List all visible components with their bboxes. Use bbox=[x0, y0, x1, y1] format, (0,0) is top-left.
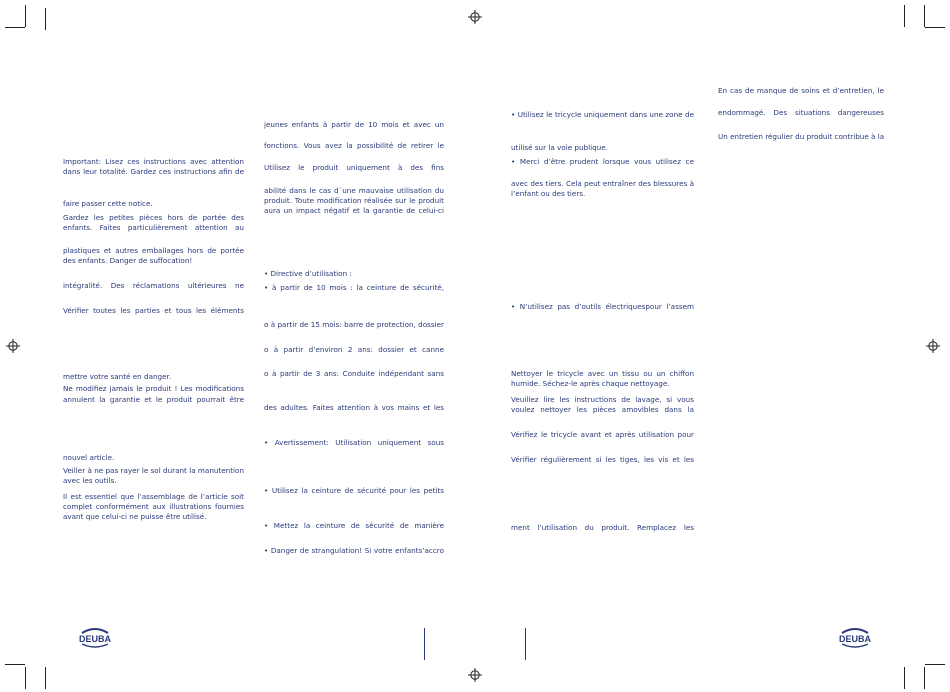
col3-line: • Merci d’être prudent lorsque vous utilisez ce bbox=[511, 157, 694, 166]
col1-line: avec les outils. bbox=[63, 476, 117, 485]
crop-mark bbox=[924, 667, 925, 689]
col2-line: abilité dans le cas d´une mauvaise utilisation du bbox=[264, 186, 444, 195]
col1-line: faire passer cette notice. bbox=[63, 199, 153, 208]
col1-line: dans leur totalité. Gardez ces instructions afin de bbox=[63, 167, 244, 176]
col4-line: En cas de manque de soins et d’entretien, le bbox=[718, 86, 884, 95]
col2-line: Utilisez le produit uniquement à des fins bbox=[264, 163, 444, 172]
logo-text: DEUBA bbox=[78, 634, 112, 644]
col2-line: o à partir d’environ 2 ans: dossier et canne bbox=[264, 345, 444, 354]
col1-line: Veiller à ne pas rayer le sol durant la manutention bbox=[63, 466, 244, 475]
col2-line: aura un impact négatif et la garantie de celui-ci bbox=[264, 206, 444, 215]
col3-line: • N’utilisez pas d’outils électriquespour l’assem bbox=[511, 302, 694, 311]
col1-line: Il est essentiel que l’assemblage de l’article soit bbox=[63, 492, 244, 501]
col3-line: avec des tiers. Cela peut entraîner des blessures à bbox=[511, 179, 694, 188]
crop-mark bbox=[904, 667, 905, 689]
col2-line: • à partir de 10 mois : la ceinture de sécurité, bbox=[264, 283, 444, 292]
col4-line: Un entretien régulier du produit contribue à la bbox=[718, 132, 885, 141]
col4-line: endommagé. Des situations dangereuses bbox=[718, 108, 884, 117]
crop-mark bbox=[924, 5, 925, 27]
registration-mark-icon bbox=[926, 339, 940, 353]
registration-mark-icon bbox=[468, 10, 482, 24]
col3-line: Vérifier régulièrement si les tiges, les vis et les bbox=[511, 455, 694, 464]
col1-line: enfants. Faites particulièrement attention au bbox=[63, 223, 244, 232]
col3-line: ment l’utilisation du produit. Remplacez les bbox=[511, 523, 694, 532]
crop-mark bbox=[5, 664, 25, 665]
col1-line: Ne modifiez jamais le produit ! Les modifications bbox=[63, 384, 244, 393]
col2-line: fonctions. Vous avez la possibilité de retirer le bbox=[264, 141, 444, 150]
col2-line: jeunes enfants à partir de 10 mois et avec un bbox=[264, 120, 444, 129]
crop-mark bbox=[25, 5, 26, 27]
crop-mark bbox=[45, 8, 46, 30]
col2-line: • Avertissement: Utilisation uniquement sous bbox=[264, 438, 444, 447]
col3-line: Veuillez lire les instructions de lavage, si vous bbox=[511, 395, 694, 404]
col1-line: Vérifier toutes les parties et tous les éléments bbox=[63, 306, 244, 315]
fold-line bbox=[424, 628, 425, 660]
col1-line: annulent la garantie et le produit pourrait être bbox=[63, 395, 244, 404]
col1-line: plastiques et autres emballages hors de portée bbox=[63, 246, 244, 255]
col1-line: nouvel article. bbox=[63, 453, 115, 462]
col3-line: l’enfant ou des tiers. bbox=[511, 189, 586, 198]
col3-line: Vérifiez le tricycle avant et après utilisation pour bbox=[511, 430, 694, 439]
logo-text: DEUBA bbox=[838, 634, 872, 644]
col3-line: voulez nettoyer les pièces amovibles dans la bbox=[511, 405, 694, 414]
col2-line: des adultes. Faites attention à vos mains et les bbox=[264, 403, 444, 412]
col1-line: complet conformément aux illustrations fournies bbox=[63, 502, 244, 511]
crop-mark bbox=[925, 664, 945, 665]
col3-line: utilisé sur la voie publique. bbox=[511, 143, 608, 152]
deuba-logo-icon bbox=[838, 624, 872, 650]
col2-line: • Utilisez la ceinture de sécurité pour les petits bbox=[264, 486, 444, 495]
col2-line: • Directive d’utilisation : bbox=[264, 269, 352, 278]
col3-line: humide. Séchez-le après chaque nettoyage. bbox=[511, 379, 670, 388]
col1-line: Gardez les petites pièces hors de portée des bbox=[63, 213, 244, 222]
registration-mark-icon bbox=[6, 339, 20, 353]
col1-line: mettre votre santé en danger. bbox=[63, 372, 172, 381]
deuba-logo-icon bbox=[78, 624, 112, 650]
col2-line: produit. Toute modification réalisée sur le produit bbox=[264, 196, 444, 205]
col2-line: • Danger de strangulation! Si votre enfants’accro bbox=[264, 546, 444, 555]
fold-line bbox=[525, 628, 526, 660]
crop-mark bbox=[5, 27, 25, 28]
col1-line: intégralité. Des réclamations ultérieures ne bbox=[63, 281, 244, 290]
registration-mark-icon bbox=[468, 668, 482, 682]
crop-mark bbox=[45, 667, 46, 689]
col2-line: o à partir de 15 mois: barre de protection, dossier bbox=[264, 320, 444, 329]
col2-line: o à partir de 3 ans: Conduite indépendant sans bbox=[264, 369, 444, 378]
col3-line: • Utilisez le tricycle uniquement dans une zone de bbox=[511, 110, 694, 119]
col3-line: Nettoyer le tricycle avec un tissu ou un chiffon bbox=[511, 369, 694, 378]
crop-mark bbox=[25, 667, 26, 689]
col1-line: des enfants. Danger de suffocation! bbox=[63, 256, 193, 265]
crop-mark bbox=[925, 27, 945, 28]
col2-line: • Mettez la ceinture de sécurité de manière bbox=[264, 521, 444, 530]
col1-line: Important: Lisez ces instructions avec attention bbox=[63, 157, 244, 166]
crop-mark bbox=[904, 5, 905, 27]
col1-line: avant que celui-ci ne puisse être utilisé. bbox=[63, 512, 207, 521]
